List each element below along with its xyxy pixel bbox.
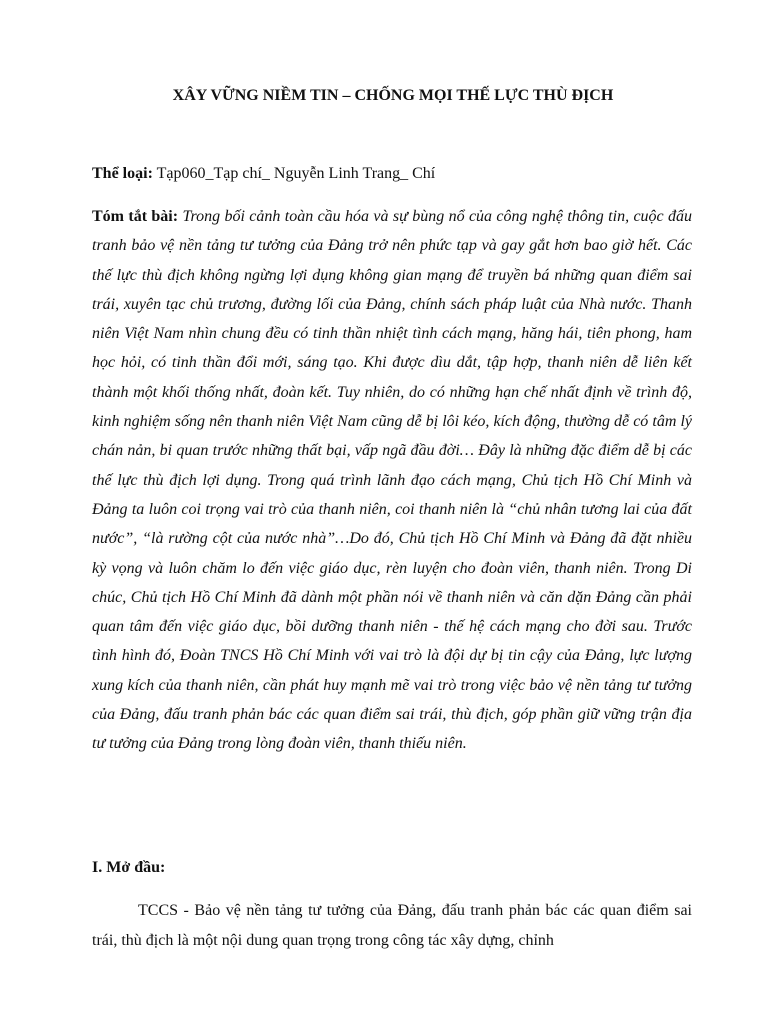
document-title: XÂY VỮNG NIỀM TIN – CHỐNG MỌI THẾ LỰC THÙ ĐỊCH xyxy=(172,87,614,104)
category-label: Thể loại: xyxy=(92,165,153,182)
category-value: Tạp060_Tạp chí_ Nguyễn Linh Trang_ Chí xyxy=(152,165,436,182)
document-page xyxy=(92,0,694,1024)
category-line xyxy=(92,164,694,184)
intro-paragraph: TCCS - Bảo vệ nền tảng tư tưởng của Đảng, đấu tranh phản bác các quan điểm sai trái, thù địch là một nội dung quan trọng trong công tác xây dựng, chỉnh xyxy=(92,902,692,949)
summary-text: Trong bối cảnh toàn cầu hóa và sự bùng nổ của công nghệ thông tin, cuộc đấu tranh bảo vệ nền tảng tư tưởng của Đảng trở nên phức tạp và gay gắt hơn bao giờ hết. Các thế lực thù địch không ngừng lợi dụng không gian mạng để truyền bá những quan điểm sai trái, xuyên tạc chủ trương, đường lối của Đảng, chính sách pháp luật của Nhà nước. Thanh niên Việt Nam nhìn chung đều có tinh thần nhiệt tình cách mạng, hăng hái, tiên phong, ham học hỏi, có tinh thần đổi mới, sáng tạo. Khi được dìu dắt, tập hợp, thanh niên dễ liên kết thành một khối thống nhất, đoàn kết. Tuy nhiên, do có những hạn chế nhất định về trình độ, kinh nghiệm sống nên thanh niên Việt Nam cũng dễ bị lôi kéo, kích động, thường dễ có tâm lý chán nản, bi quan trước những thất bại, vấp ngã đầu đời… Đây là những đặc điểm dễ bị các thế lực thù địch lợi dụng. Trong quá trình lãnh đạo cách mạng, Chủ tịch Hồ Chí Minh và Đảng ta luôn coi trọng vai trò của thanh niên, coi thanh niên là “chủ nhân tương lai của đất nước”, “là rường cột của nước nhà”…Do đó, Chủ tịch Hồ Chí Minh và Đảng đã đặt nhiều kỳ vọng và luôn chăm lo đến việc giáo dục, rèn luyện cho đoàn viên, thanh niên. Trong Di chúc, Chủ tịch Hồ Chí Minh đã dành một phần nói về thanh niên và căn dặn Đảng cần phải quan tâm đến việc giáo dục, bồi dưỡng thanh niên - thế hệ cách mạng cho đời sau. Trước tình hình đó, Đoàn TNCS Hồ Chí Minh với vai trò là đội dự bị tin cậy của Đảng, lực lượng xung kích của thanh niên, cần phát huy mạnh mẽ vai trò trong việc bảo vệ nền tảng tư tưởng của Đảng, đấu tranh phản bác các quan điểm sai trái, thù địch, góp phần giữ vững trận địa tư tưởng của Đảng trong lòng đoàn viên, thanh thiếu niên. xyxy=(92,208,693,753)
summary-paragraph xyxy=(92,202,692,759)
section-heading: I. Mở đầu: xyxy=(92,859,166,876)
summary-label: Tóm tắt bài: xyxy=(92,208,179,225)
